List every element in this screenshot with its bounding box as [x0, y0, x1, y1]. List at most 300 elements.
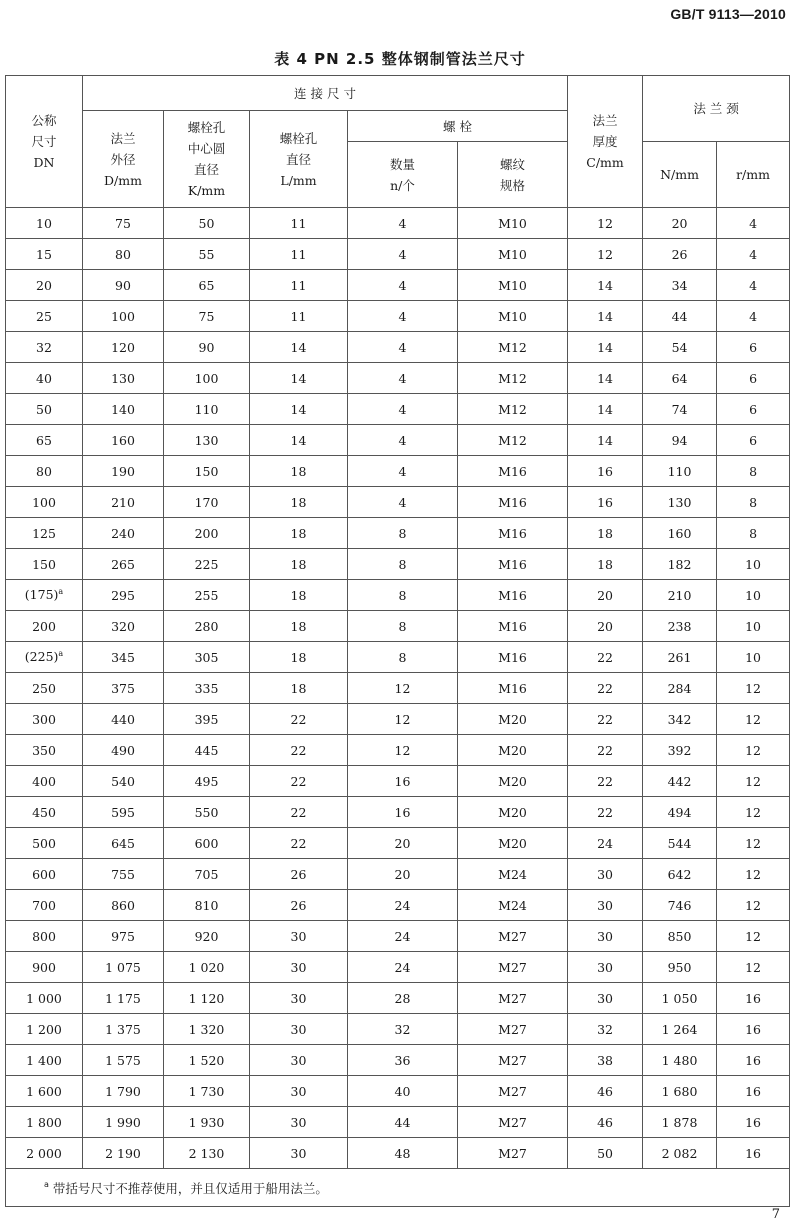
- cell-K-value: 150: [194, 463, 219, 479]
- cell-n-value: 4: [398, 339, 407, 355]
- cell-D-value: 1 575: [105, 1052, 141, 1068]
- cell-n: [348, 425, 458, 456]
- cell-thread: [458, 828, 568, 859]
- cell-N: [643, 642, 717, 673]
- cell-D-value: 1 990: [105, 1114, 141, 1130]
- cell-N-value: 1 680: [661, 1083, 698, 1099]
- cell-D: [83, 394, 164, 425]
- cell-dn-value: 50: [36, 401, 52, 417]
- cell-C-value: 22: [597, 649, 613, 665]
- cell-L: [250, 363, 348, 394]
- cell-K: [164, 1045, 250, 1076]
- cell-r-value: 12: [745, 773, 761, 789]
- cell-dn: [6, 673, 83, 704]
- cell-L-value: 30: [290, 1052, 307, 1068]
- cell-dn-value: 1 200: [26, 1021, 62, 1037]
- cell-K-value: 110: [194, 401, 219, 417]
- cell-dn-value: (175): [24, 587, 59, 603]
- cell-n-value: 8: [398, 525, 407, 541]
- cell-dn: [6, 580, 83, 611]
- cell-C-value: 22: [597, 680, 613, 696]
- cell-n-value: 4: [398, 370, 407, 386]
- cell-dn: [6, 270, 83, 301]
- cell-D-value: 540: [111, 773, 135, 789]
- cell-dn-value: 300: [32, 711, 56, 727]
- cell-L: [250, 952, 348, 983]
- footnote-ref: a: [58, 649, 64, 659]
- cell-K-value: 1 320: [188, 1021, 225, 1037]
- cell-thread: [458, 239, 568, 270]
- cell-n: [348, 766, 458, 797]
- cell-K: [164, 518, 250, 549]
- cell-L-value: 30: [290, 959, 307, 975]
- cell-K-value: 305: [194, 649, 219, 665]
- cell-C: [568, 1045, 643, 1076]
- table-row: [6, 456, 790, 487]
- cell-dn-value: 80: [36, 463, 52, 479]
- cell-C: [568, 704, 643, 735]
- cell-r: [717, 239, 790, 270]
- cell-D-value: 755: [111, 866, 135, 882]
- cell-thread: [458, 890, 568, 921]
- table-body: [6, 208, 790, 1169]
- cell-N: [643, 208, 717, 239]
- cell-K-value: 55: [198, 246, 215, 262]
- cell-K: [164, 270, 250, 301]
- cell-dn-value: 400: [32, 773, 56, 789]
- cell-L-value: 14: [290, 339, 307, 355]
- cell-D: [83, 766, 164, 797]
- cell-dn: [6, 611, 83, 642]
- cell-thread-value: M16: [498, 680, 527, 696]
- cell-n-value: 4: [398, 463, 407, 479]
- cell-L-value: 14: [290, 401, 307, 417]
- cell-K-value: 395: [194, 711, 219, 727]
- cell-r-value: 8: [749, 463, 758, 479]
- cell-r: [717, 301, 790, 332]
- table-row: [6, 673, 790, 704]
- cell-L: [250, 890, 348, 921]
- cell-L-value: 18: [290, 463, 307, 479]
- cell-dn-value: 10: [36, 215, 52, 231]
- cell-L-value: 14: [290, 432, 307, 448]
- cell-n: [348, 952, 458, 983]
- cell-N: [643, 859, 717, 890]
- cell-K-value: 1 120: [188, 990, 225, 1006]
- table-row: [6, 921, 790, 952]
- cell-D: [83, 487, 164, 518]
- table-row: [6, 859, 790, 890]
- cell-L-value: 22: [290, 773, 307, 789]
- cell-dn: [6, 890, 83, 921]
- cell-n-value: 8: [398, 587, 407, 603]
- cell-D-value: 190: [111, 463, 135, 479]
- cell-thread-value: M27: [498, 928, 527, 944]
- cell-N-value: 1 480: [661, 1052, 698, 1068]
- cell-N-value: 392: [667, 742, 692, 758]
- cell-r: [717, 425, 790, 456]
- cell-C-value: 22: [597, 742, 613, 758]
- table-row: [6, 363, 790, 394]
- cell-N: [643, 983, 717, 1014]
- cell-n: [348, 580, 458, 611]
- cell-D: [83, 1045, 164, 1076]
- cell-D: [83, 518, 164, 549]
- cell-C-value: 32: [597, 1021, 613, 1037]
- cell-N-value: 54: [671, 339, 688, 355]
- cell-K: [164, 983, 250, 1014]
- cell-L-value: 11: [290, 246, 307, 262]
- cell-K-value: 1 730: [188, 1083, 225, 1099]
- cell-n: [348, 1107, 458, 1138]
- cell-K: [164, 425, 250, 456]
- cell-K: [164, 859, 250, 890]
- cell-K: [164, 766, 250, 797]
- table-title: 表 4 PN 2.5 整体钢制管法兰尺寸: [274, 50, 526, 68]
- cell-thread-value: M27: [498, 990, 527, 1006]
- cell-L: [250, 580, 348, 611]
- cell-D: [83, 983, 164, 1014]
- cell-D-value: 1 075: [105, 959, 141, 975]
- cell-C-value: 20: [597, 587, 613, 603]
- cell-r: [717, 952, 790, 983]
- cell-n-value: 12: [394, 711, 411, 727]
- footnote-text: 带括号尺寸不推荐使用，并且仅适用于船用法兰。: [52, 1180, 328, 1196]
- cell-C-value: 14: [597, 401, 613, 417]
- cell-K: [164, 797, 250, 828]
- cell-thread: [458, 549, 568, 580]
- cell-thread: [458, 704, 568, 735]
- cell-N: [643, 270, 717, 301]
- cell-K: [164, 1138, 250, 1169]
- cell-K-value: 1 020: [188, 959, 225, 975]
- cell-dn-value: 1 800: [26, 1114, 62, 1130]
- cell-thread: [458, 673, 568, 704]
- cell-C: [568, 983, 643, 1014]
- cell-N-value: 74: [671, 401, 688, 417]
- table-row: [6, 735, 790, 766]
- cell-r: [717, 1138, 790, 1169]
- cell-N: [643, 363, 717, 394]
- cell-N-value: 284: [667, 680, 692, 696]
- cell-r: [717, 518, 790, 549]
- cell-C-value: 30: [597, 990, 613, 1006]
- cell-C: [568, 425, 643, 456]
- table-row: [6, 1076, 790, 1107]
- cell-N-value: 2 082: [661, 1145, 698, 1161]
- table-row: [6, 332, 790, 363]
- cell-n-value: 8: [398, 556, 407, 572]
- cell-n-value: 12: [394, 742, 411, 758]
- cell-D: [83, 797, 164, 828]
- cell-K-value: 90: [198, 339, 215, 355]
- cell-r-value: 10: [745, 587, 761, 603]
- table-row: [6, 580, 790, 611]
- cell-L: [250, 487, 348, 518]
- cell-K: [164, 673, 250, 704]
- cell-L: [250, 456, 348, 487]
- cell-D-value: 860: [111, 897, 135, 913]
- cell-dn: [6, 363, 83, 394]
- cell-dn: [6, 518, 83, 549]
- cell-r: [717, 270, 790, 301]
- cell-N-value: 20: [671, 215, 688, 231]
- cell-N: [643, 704, 717, 735]
- cell-C: [568, 456, 643, 487]
- cell-L: [250, 673, 348, 704]
- cell-C: [568, 642, 643, 673]
- cell-D-value: 240: [111, 525, 135, 541]
- cell-C-value: 46: [597, 1114, 613, 1130]
- cell-C-value: 22: [597, 773, 613, 789]
- header-n: 数量 n/个: [348, 142, 458, 208]
- cell-L-value: 18: [290, 525, 307, 541]
- cell-dn: [6, 425, 83, 456]
- cell-dn: [6, 921, 83, 952]
- cell-D-value: 345: [111, 649, 135, 665]
- cell-N-value: 110: [667, 463, 692, 479]
- cell-K-value: 225: [194, 556, 219, 572]
- cell-C-value: 20: [597, 618, 613, 634]
- cell-dn-value: 40: [36, 370, 52, 386]
- cell-thread: [458, 921, 568, 952]
- cell-C: [568, 1107, 643, 1138]
- cell-L-value: 11: [290, 277, 307, 293]
- cell-thread: [458, 332, 568, 363]
- table-row: [6, 983, 790, 1014]
- cell-n: [348, 611, 458, 642]
- cell-K: [164, 580, 250, 611]
- cell-n-value: 16: [394, 804, 411, 820]
- cell-r-value: 4: [749, 246, 758, 262]
- cell-N-value: 130: [667, 494, 692, 510]
- cell-N-value: 746: [667, 897, 692, 913]
- cell-n-value: 4: [398, 432, 407, 448]
- cell-D: [83, 735, 164, 766]
- cell-r-value: 6: [749, 432, 758, 448]
- cell-L-value: 14: [290, 370, 307, 386]
- cell-thread: [458, 487, 568, 518]
- cell-C: [568, 797, 643, 828]
- table-row: [6, 1138, 790, 1169]
- cell-dn: [6, 301, 83, 332]
- cell-K: [164, 890, 250, 921]
- cell-D: [83, 1076, 164, 1107]
- header-neck: 法 兰 颈: [643, 76, 790, 142]
- cell-C: [568, 549, 643, 580]
- cell-D: [83, 704, 164, 735]
- cell-dn-value: 65: [36, 432, 52, 448]
- cell-C: [568, 611, 643, 642]
- cell-n: [348, 394, 458, 425]
- cell-K: [164, 952, 250, 983]
- cell-K: [164, 487, 250, 518]
- cell-n: [348, 332, 458, 363]
- cell-L: [250, 704, 348, 735]
- cell-n: [348, 673, 458, 704]
- cell-K-value: 550: [194, 804, 219, 820]
- cell-L-value: 30: [290, 1083, 307, 1099]
- page-number: 7: [771, 1207, 780, 1222]
- cell-N-value: 950: [667, 959, 692, 975]
- cell-N: [643, 797, 717, 828]
- cell-K-value: 100: [194, 370, 219, 386]
- cell-K: [164, 1107, 250, 1138]
- cell-N-value: 160: [667, 525, 692, 541]
- cell-L: [250, 859, 348, 890]
- cell-thread: [458, 1045, 568, 1076]
- cell-C-value: 50: [597, 1145, 613, 1161]
- cell-N-value: 182: [667, 556, 692, 572]
- cell-r-value: 12: [745, 897, 761, 913]
- cell-N: [643, 1014, 717, 1045]
- cell-L-value: 18: [290, 494, 307, 510]
- cell-N: [643, 735, 717, 766]
- cell-dn: [6, 1107, 83, 1138]
- cell-K-value: 200: [194, 525, 219, 541]
- cell-r-value: 16: [745, 990, 761, 1006]
- cell-L: [250, 611, 348, 642]
- cell-K: [164, 239, 250, 270]
- table-row: [6, 797, 790, 828]
- cell-N: [643, 332, 717, 363]
- cell-thread: [458, 301, 568, 332]
- cell-thread-value: M16: [498, 463, 527, 479]
- cell-r-value: 4: [749, 215, 758, 231]
- cell-N: [643, 828, 717, 859]
- cell-dn-value: 700: [32, 897, 56, 913]
- cell-L: [250, 1014, 348, 1045]
- header-N: N/mm: [643, 142, 717, 208]
- cell-D-value: 1 175: [105, 990, 141, 1006]
- cell-L: [250, 425, 348, 456]
- cell-r-value: 12: [745, 959, 761, 975]
- cell-L-value: 26: [290, 866, 307, 882]
- cell-L-value: 30: [290, 1145, 307, 1161]
- cell-r-value: 6: [749, 370, 758, 386]
- cell-n-value: 4: [398, 401, 407, 417]
- cell-r-value: 16: [745, 1052, 761, 1068]
- cell-N: [643, 890, 717, 921]
- cell-dn-value: 150: [32, 556, 56, 572]
- cell-N-value: 494: [667, 804, 692, 820]
- table-row: [6, 425, 790, 456]
- cell-N: [643, 580, 717, 611]
- cell-N: [643, 301, 717, 332]
- cell-thread: [458, 1138, 568, 1169]
- cell-N-value: 442: [667, 773, 692, 789]
- cell-C: [568, 487, 643, 518]
- cell-D-value: 80: [115, 246, 131, 262]
- cell-C-value: 14: [597, 370, 613, 386]
- cell-r: [717, 1014, 790, 1045]
- cell-dn: [6, 642, 83, 673]
- cell-L-value: 11: [290, 215, 307, 231]
- cell-L-value: 11: [290, 308, 307, 324]
- cell-D-value: 375: [111, 680, 135, 696]
- cell-thread-value: M20: [498, 773, 527, 789]
- cell-C: [568, 952, 643, 983]
- cell-D: [83, 952, 164, 983]
- cell-C: [568, 332, 643, 363]
- cell-K-value: 50: [198, 215, 215, 231]
- header-dn: 公称 尺寸 DN: [6, 76, 83, 208]
- cell-D: [83, 208, 164, 239]
- cell-r: [717, 890, 790, 921]
- cell-n-value: 12: [394, 680, 411, 696]
- table-footnote: [6, 1169, 790, 1207]
- cell-C: [568, 518, 643, 549]
- cell-dn-value: 1 000: [26, 990, 62, 1006]
- cell-N-value: 342: [667, 711, 692, 727]
- cell-thread: [458, 1014, 568, 1045]
- cell-K: [164, 828, 250, 859]
- cell-thread: [458, 952, 568, 983]
- cell-K-value: 920: [194, 928, 219, 944]
- cell-L-value: 22: [290, 711, 307, 727]
- cell-dn-value: 2 000: [26, 1145, 62, 1161]
- cell-n-value: 28: [394, 990, 411, 1006]
- cell-L: [250, 1107, 348, 1138]
- table-row: [6, 549, 790, 580]
- cell-L-value: 30: [290, 1021, 307, 1037]
- cell-L-value: 18: [290, 649, 307, 665]
- cell-C-value: 12: [597, 215, 613, 231]
- table-row: [6, 487, 790, 518]
- cell-n: [348, 890, 458, 921]
- cell-C-value: 30: [597, 959, 613, 975]
- cell-dn-value: 1 600: [26, 1083, 62, 1099]
- cell-C: [568, 766, 643, 797]
- cell-thread-value: M10: [498, 277, 527, 293]
- cell-n: [348, 1045, 458, 1076]
- table-row: [6, 208, 790, 239]
- cell-L: [250, 332, 348, 363]
- cell-K: [164, 921, 250, 952]
- cell-thread-value: M20: [498, 742, 527, 758]
- cell-N: [643, 549, 717, 580]
- cell-K-value: 65: [198, 277, 215, 293]
- cell-r-value: 12: [745, 866, 761, 882]
- cell-n: [348, 363, 458, 394]
- cell-r: [717, 1107, 790, 1138]
- cell-dn-value: 900: [32, 959, 56, 975]
- cell-dn: [6, 952, 83, 983]
- cell-N-value: 1 050: [661, 990, 698, 1006]
- cell-C-value: 18: [597, 556, 613, 572]
- header-K: 螺栓孔 中心圆 直径 K/mm: [164, 111, 250, 208]
- cell-dn-value: 15: [36, 246, 52, 262]
- cell-r-value: 6: [749, 339, 758, 355]
- cell-D: [83, 890, 164, 921]
- cell-n: [348, 270, 458, 301]
- table-row: [6, 1014, 790, 1045]
- cell-K-value: 1 520: [188, 1052, 225, 1068]
- cell-thread: [458, 766, 568, 797]
- cell-C-value: 12: [597, 246, 613, 262]
- cell-n-value: 4: [398, 308, 407, 324]
- cell-K-value: 495: [194, 773, 219, 789]
- cell-n-value: 4: [398, 494, 407, 510]
- cell-thread: [458, 735, 568, 766]
- cell-dn: [6, 549, 83, 580]
- cell-L: [250, 1045, 348, 1076]
- cell-r: [717, 394, 790, 425]
- cell-N-value: 210: [667, 587, 692, 603]
- cell-N: [643, 1076, 717, 1107]
- cell-thread-value: M16: [498, 649, 527, 665]
- cell-thread: [458, 518, 568, 549]
